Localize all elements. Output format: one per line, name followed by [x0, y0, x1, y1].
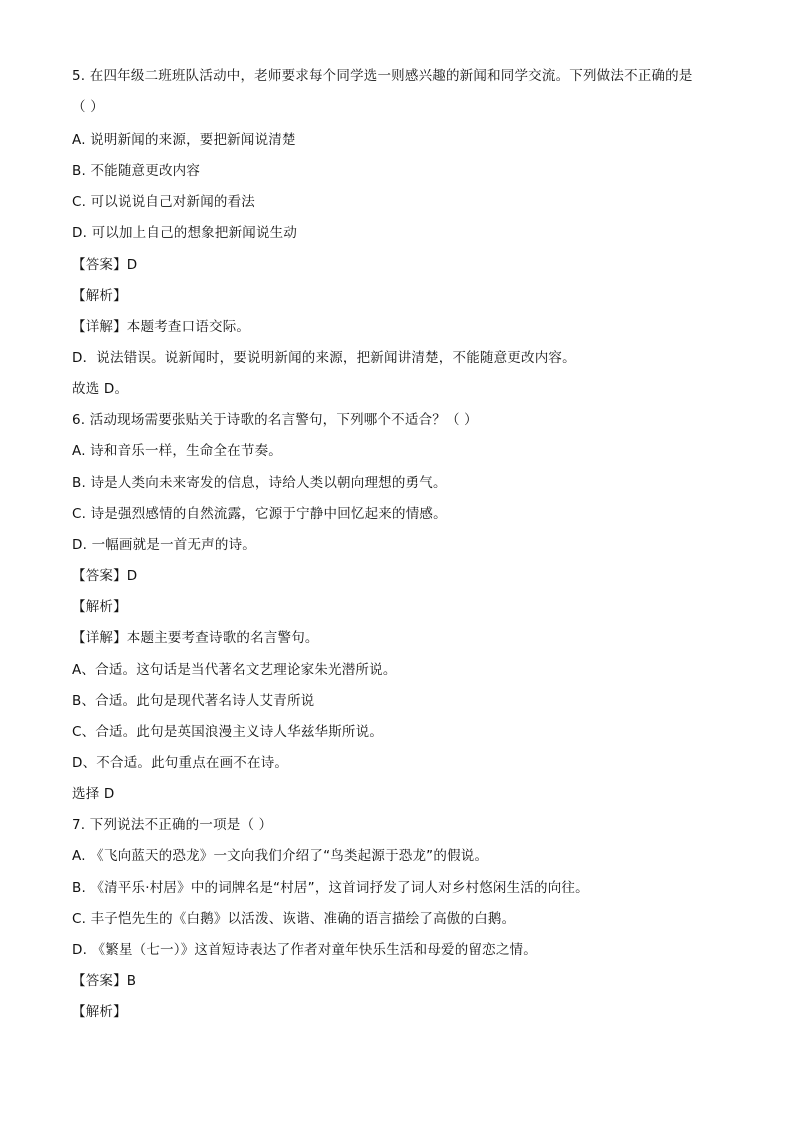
question-6-answer: 【答案】D	[72, 568, 138, 584]
question-7-option-a: A. 《飞向蓝天的恐龙》一文向我们介绍了“鸟类起源于恐龙”的假说。	[72, 848, 489, 864]
question-7-answer: 【答案】B	[72, 973, 137, 989]
question-5-option-a: A. 说明新闻的来源，要把新闻说清楚	[72, 132, 296, 148]
question-5-detail: 【详解】本题考查口语交际。	[72, 319, 251, 335]
question-6-explanation-a: A、合适。这句话是当代著名文艺理论家朱光潜所说。	[72, 662, 397, 678]
question-7-option-b: B. 《清平乐·村居》中的词牌名是“村居”，这首词抒发了词人对乡村悠闲生活的向往。	[72, 880, 589, 896]
question-6-option-d: D. 一幅画就是一首无声的诗。	[72, 537, 256, 553]
question-6-explanation-b: B、合适。此句是现代著名诗人艾青所说	[72, 693, 315, 709]
question-5-option-b: B. 不能随意更改内容	[72, 163, 201, 179]
question-7-stem: 7. 下列说法不正确的一项是（ ）	[72, 817, 273, 833]
question-6-option-c: C. 诗是强烈感情的自然流露，它源于宁静中回忆起来的情感。	[72, 506, 447, 522]
question-6-conclusion: 选择 D	[72, 786, 115, 802]
question-6-analysis-label: 【解析】	[72, 599, 127, 615]
question-6-option-b: B. 诗是人类向未来寄发的信息，诗给人类以朝向理想的勇气。	[72, 475, 447, 491]
question-5-conclusion: 故选 D。	[72, 381, 129, 397]
question-7-option-d: D. 《繁星（七一）》这首短诗表达了作者对童年快乐生活和母爱的留恋之情。	[72, 942, 537, 958]
question-6-explanation-d: D、不合适。此句重点在画不在诗。	[72, 755, 289, 771]
question-7-option-c: C. 丰子恺先生的《白鹅》以活泼、诙谐、准确的语言描绘了高傲的白鹅。	[72, 911, 516, 927]
question-6-stem: 6. 活动现场需要张贴关于诗歌的名言警句，下列哪个不适合？（ ）	[72, 412, 478, 428]
question-5-explanation: D．说法错误。说新闻时，要说明新闻的来源，把新闻讲清楚，不能随意更改内容。	[72, 350, 576, 366]
question-5-option-c: C. 可以说说自己对新闻的看法	[72, 194, 256, 210]
question-6-explanation-c: C、合适。此句是英国浪漫主义诗人华兹华斯所说。	[72, 724, 384, 740]
question-5-option-d: D. 可以加上自己的想象把新闻说生动	[72, 225, 298, 241]
question-5-stem: 5. 在四年级二班班队活动中，老师要求每个同学选一则感兴趣的新闻和同学交流。下列做法不正确的是	[72, 68, 693, 84]
question-5-blank: （ ）	[72, 99, 104, 115]
question-5-analysis-label: 【解析】	[72, 288, 127, 304]
question-6-option-a: A. 诗和音乐一样，生命全在节奏。	[72, 443, 282, 459]
question-6-detail: 【详解】本题主要考查诗歌的名言警句。	[72, 630, 319, 646]
question-5-answer: 【答案】D	[72, 257, 138, 273]
question-7-analysis-label: 【解析】	[72, 1004, 127, 1020]
